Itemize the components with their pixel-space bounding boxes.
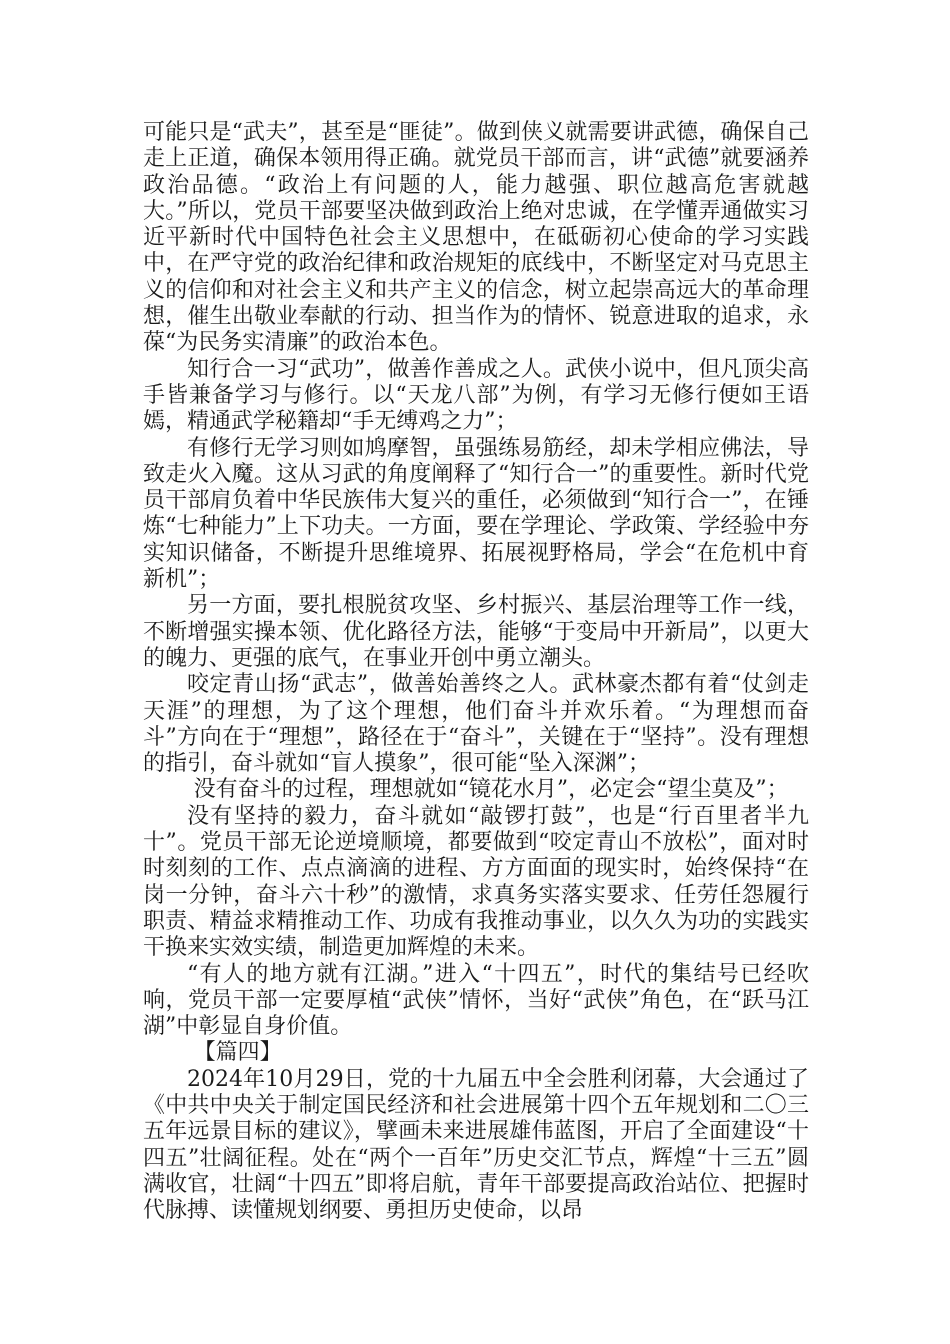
paragraph-7: 没有坚持的毅力，奋斗就如“敲锣打鼓”，也是“行百里者半九十”。党员干部无论逆境顺境，都要做到“咬定青山不放松”，面对时时刻刻的工作、点点滴滴的进程、方方面面的现实时，始终保持“在岗一分钟，奋斗六十秒”的激情，求真务实落实要求、任劳任怨履行职责、精益求精推动工作、功成有我推动事业，以久久为功的实践实干换来实效实绩，制造更加辉煌的未来。 xyxy=(143,803,809,961)
paragraph-4: 另一方面，要扎根脱贫攻坚、乡村振兴、基层治理等工作一线，不断增强实操本领、优化路径方法，能够“于变局中开新局”，以更大的魄力、更强的底气，在事业开创中勇立潮头。 xyxy=(143,593,809,671)
section-heading: 【篇四】 xyxy=(193,1040,282,1066)
paragraph-2: 知行合一习“武功”，做善作善成之人。武侠小说中，但凡顶尖高手皆兼备学习与修行。以“天龙八部”为例，有学习无修行便如王语嫣，精通武学秘籍却“手无缚鸡之力”； xyxy=(143,356,809,435)
paragraph-1: 可能只是“武夫”，甚至是“匪徒”。做到侠义就需要讲武德，确保自己走上正道，确保本领用得正确。就党员干部而言，讲“武德”就要涵养政治品德。“政治上有问题的人，能力越强、职位越高危害就越大。”所以，党员干部要坚决做到政治上绝对忠诚，在学懂弄通做实习近平新时代中国特色社会主义思想中，在砥砺初心使命的学习实践中，在严守党的政治纪律和政治规矩的底线中，不断坚定对马克思主义的信仰和对社会主义和共产主义的信念，树立起崇高远大的革命理想，催生出敬业奉献的行动、担当作为的情怀、锐意进取的追求，永葆“为民务实清廉”的政治本色。 xyxy=(143,120,809,356)
paragraph-8: “有人的地方就有江湖。”进入“十四五”，时代的集结号已经吹响，党员干部一定要厚植“武侠”情怀，当好“武侠”角色，在“跃马江湖”中彰显自身价值。 xyxy=(143,961,809,1040)
paragraph-3: 有修行无学习则如鸠摩智，虽强练易筋经，却未学相应佛法，导致走火入魔。这从习武的角度阐释了“知行合一”的重要性。新时代党员干部肩负着中华民族伟大复兴的重任，必须做到“知行合一”，在锤炼“七种能力”上下功夫。一方面，要在学理论、学政策、学经验中夯实知识储备，不断提升思维境界、拓展视野格局，学会“在危机中育新机”； xyxy=(143,435,809,593)
closing-paragraph: 2024年10月29日，党的十九届五中全会胜利闭幕，大会通过了《中共中央关于制定国民经济和社会进展第十四个五年规划和二〇三五年远景目标的建议》，擘画未来进展雄伟蓝图，开启了全面建设“十四五”壮阔征程。处在“两个一百年”历史交汇节点，辉煌“十三五”圆满收官，壮阔“十四五”即将启航，青年干部要提高政治站位、把握时代脉搏、读懂规划纲要、勇担历史使命，以昂 xyxy=(143,1066,809,1224)
document-page xyxy=(143,120,809,1224)
paragraph-5: 咬定青山扬“武志”，做善始善终之人。武林豪杰都有着“仗剑走天涯”的理想，为了这个理想，他们奋斗并欢乐着。“为理想而奋斗”方向在于“理想”，路径在于“奋斗”，关键在于“坚持”。没有理想的指引，奋斗就如“盲人摸象”，很可能“坠入深渊”； xyxy=(143,672,809,777)
paragraph-6: 没有奋斗的过程，理想就如“镜花水月”，必定会“望尘莫及”； xyxy=(193,777,789,803)
